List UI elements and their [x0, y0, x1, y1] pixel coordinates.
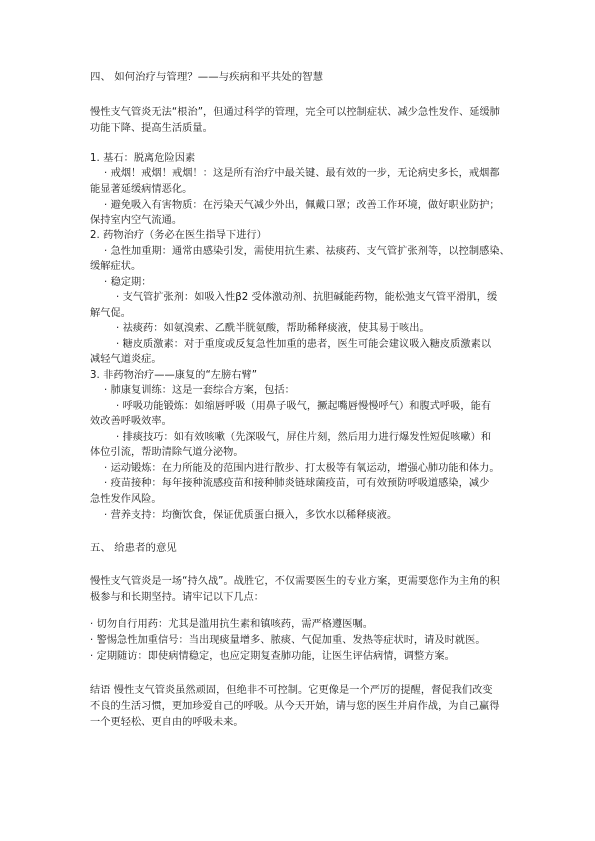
advice-bullet-1: · 切勿自行用药：尤其是滥用抗生素和镇咳药，需严格遵医嘱。: [90, 619, 373, 630]
breathing-exercise-line-2: 效改善呼吸效率。: [90, 416, 172, 427]
exercise-line: · 运动锻炼：在力所能及的范围内进行散步、打太极等有氧运动，增强心肺功能和体力。: [104, 463, 500, 474]
vaccination-line-1: · 疫苗接种：每年接种流感疫苗和接种肺炎链球菌疫苗，可有效预防呼吸道感染，减少: [104, 478, 490, 489]
sputum-technique-line-2: 体位引流，帮助清除气道分泌物。: [90, 447, 244, 458]
expectorant-line: · 祛痰药：如氨溴索、乙酰半胱氨酸，帮助稀释痰液，使其易于咳出。: [116, 323, 430, 334]
conclusion-line-1: 结语 慢性支气管炎虽然顽固，但绝非不可控制。它更像是一个严厉的提醒，督促我们改变: [90, 685, 493, 696]
corticosteroid-line-1: · 糖皮质激素：对于重度或反复急性加重的患者，医生可能会建议吸入糖皮质激素以: [116, 339, 492, 350]
pulmonary-rehab-label: · 肺康复训练：这是一套综合方案，包括：: [104, 385, 295, 396]
item-2-title: 2. 药物治疗（务必在医生指导下进行）: [90, 230, 267, 241]
advice-bullet-3: · 定期随访：即使病情稳定，也应定期复查肺功能，让医生评估病情，调整方案。: [90, 651, 455, 662]
avoid-harmful-line-1: · 避免吸入有害物质：在污染天气减少外出，佩戴口罩；改善工作环境，做好职业防护；: [104, 200, 500, 211]
advice-bullet-2: · 警惕急性加重信号：当出现痰量增多、脓痰、气促加重、发热等症状时，请及时就医。: [90, 635, 486, 646]
quit-smoking-line-1: · 戒烟！戒烟！戒烟！：这是所有治疗中最关键、最有效的一步，无论病史多长，戒烟都: [104, 168, 500, 179]
item-3-title: 3. 非药物治疗——康复的“左膀右臂”: [90, 370, 258, 381]
section-5-intro-line-2: 极参与和长期坚持。请牢记以下几点：: [90, 592, 265, 603]
conclusion-line-3: 一个更轻松、更自由的呼吸未来。: [90, 717, 244, 728]
quit-smoking-line-2: 能显著延缓病情恶化。: [90, 184, 193, 195]
vaccination-line-2: 急性发作风险。: [90, 494, 162, 505]
acute-phase-line-2: 缓解症状。: [90, 261, 142, 272]
section-4-intro-line-2: 功能下降、提高生活质量。: [90, 123, 213, 134]
bronchodilator-line-2: 解气促。: [90, 308, 131, 319]
section-5-heading: 五、 给患者的意见: [90, 542, 177, 554]
stable-phase-label: · 稳定期：: [104, 277, 152, 288]
item-1-title: 1. 基石：脱离危险因素: [90, 153, 196, 164]
breathing-exercise-line-1: · 呼吸功能锻炼：如缩唇呼吸（用鼻子吸气，撅起嘴唇慢慢呼气）和腹式呼吸，能有: [116, 401, 492, 412]
avoid-harmful-line-2: 保持室内空气流通。: [90, 215, 183, 226]
conclusion-line-2: 不良的生活习惯，更加珍爱自己的呼吸。从今天开始，请与您的医生并肩作战，为自己赢得: [90, 701, 500, 712]
bronchodilator-line-1: · 支气管扩张剂：如吸入性β2 受体激动剂、抗胆碱能药物，能松弛支气管平滑肌，缓: [116, 292, 498, 303]
sputum-technique-line-1: · 排痰技巧：如有效咳嗽（先深吸气，屏住片刻，然后用力进行爆发性短促咳嗽）和: [116, 432, 492, 443]
nutrition-line: · 营养支持：均衡饮食，保证优质蛋白摄入，多饮水以稀释痰液。: [104, 510, 398, 521]
section-5-intro-line-1: 慢性支气管炎是一场“持久战”。战胜它，不仅需要医生的专业方案，更需要您作为主角的积: [90, 576, 500, 587]
corticosteroid-line-2: 减轻气道炎症。: [90, 354, 162, 365]
acute-phase-line-1: · 急性加重期：通常由感染引发，需使用抗生素、祛痰药、支气管扩张剂等，以控制感染、: [104, 246, 510, 257]
section-4-heading: 四、 如何治疗与管理？——与疾病和平共处的智慧: [90, 71, 324, 83]
section-4-intro-line-1: 慢性支气管炎无法“根治”，但通过科学的管理，完全可以控制症状、减少急性发作、延缓肺: [90, 107, 500, 118]
